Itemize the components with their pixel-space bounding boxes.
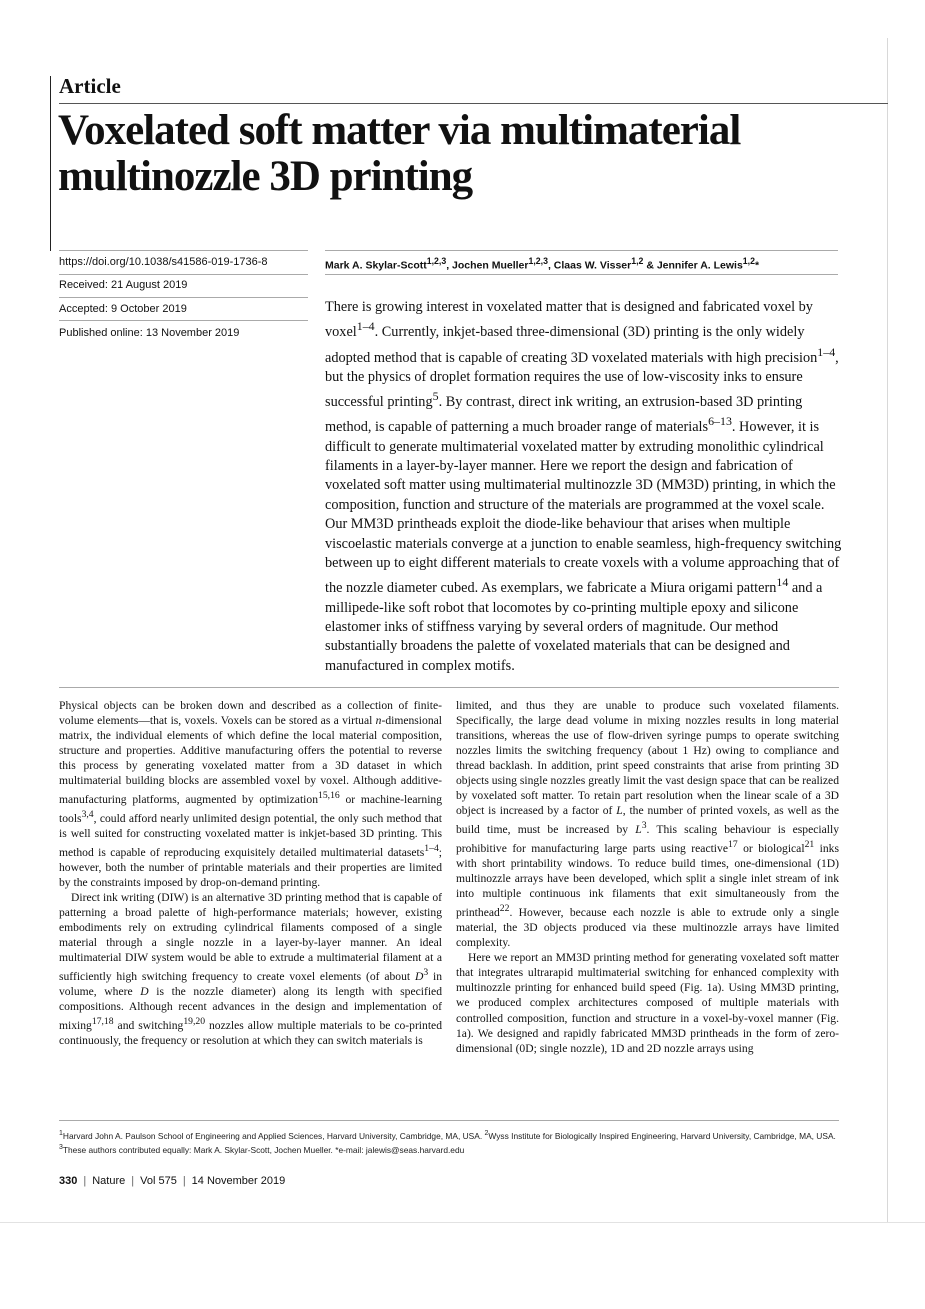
meta-top-rule [59, 250, 308, 251]
article-title: Voxelated soft matter via multimaterial multinozzle 3D printing [58, 107, 741, 200]
issue-date: 14 November 2019 [191, 1175, 286, 1187]
meta-rule-1 [59, 274, 308, 275]
footnote-rule [59, 1120, 839, 1121]
body-paragraph: Direct ink writing (DIW) is an alternative 3D printing method that is capable of patterning a broad palette of high-performance materials; however, existing embodiments rely on extruding cylindrical filaments composed of a single material through a single nozzle in a layer-by-layer manner. An ideal multimaterial DIW system would be able to extrude a multimaterial filament at a sufficiently high switching frequency to create voxel elements (of about $D^3$ in volume, where D is the nozzle diameter) along its length with specified compositions. Although recent advances in the design and implementation of mixing$^{17,18}$ and switching$^{19,20}$ nozzles allow multiple materials to be co-printed continuously, the frequency or resolution at which they can switch materials is [59, 891, 442, 1048]
section-label: Article [59, 74, 121, 98]
body-top-rule [59, 687, 839, 688]
accepted-date: Accepted: 9 October 2019 [59, 303, 187, 315]
author-list: Mark A. Skylar-Scott$^{1,2,3}$, Jochen Mueller$^{1,2,3}$, Claas W. Visser$^{1,2}$ & Jennifer A. Lewis$^{1,2}$* [325, 256, 760, 272]
page-footer: 330 | Nature | Vol 575 | 14 November 2019 [59, 1175, 286, 1187]
meta-rule-3 [59, 320, 308, 321]
body-column-right [456, 698, 839, 1056]
published-date: Published online: 13 November 2019 [59, 327, 240, 339]
received-date: Received: 21 August 2019 [59, 279, 188, 291]
body-paragraph: Physical objects can be broken down and described as a collection of finite-volume elements—that is, voxels. Voxels can be stored as a virtual n-dimensional matrix, the individual elements of which define the local material composition, structure and properties. Additive manufacturing offers the potential to reverse this process by generating voxelated matter from a 3D dataset in which multimaterial building blocks are assembled voxel by voxel. Although additive-manufacturing platforms, augmented by optimization$^{15,16}$ or machine-learning tools$^{3,4}$, could afford nearly unlimited design potential, the only such method that is well suited for constructing voxelated matter is inkjet-based 3D printing. This method is capable of reproducing exquisitely detailed multimaterial datasets$^{1-4}$; however, both the number of printable materials and their properties are limited by the constraints imposed by drop-on-demand printing. [59, 699, 443, 890]
body-paragraph: limited, and thus they are unable to produce such voxelated filaments. Specifically, the large dead volume in mixing nozzles results in long material transitions, whereas the use of flow-driven syringe pumps to operate switching nozzles limits the switching frequency (about 1 Hz) owing to compliance and thread backlash. In addition, print speed constraints that arise from printing 3D objects using single nozzles greatly limit the vast design space that can be realized by voxelated soft matter. To retain part resolution when the linear scale of a 3D object is increased by a factor of L, the number of printed voxels, as well as the build time, must be increased by $L^3$. This scaling behaviour is especially prohibitive for manufacturing large parts using reactive$^{17}$ or biological$^{21}$ inks with short printability windows. To reduce build times, one-dimensional (1D) multinozzle arrays have been developed, which split a single inlet stream of ink into multiple continuous ink filaments that exit simultaneously from the printhead$^{22}$. However, because each nozzle is able to extrude only a single material, the 3D objects produced via these multinozzle arrays have limited complexity. [456, 699, 839, 950]
doi-link[interactable]: https://doi.org/10.1038/s41586-019-1736-8 [59, 256, 268, 268]
body-paragraph: Here we report an MM3D printing method for generating voxelated soft matter that integrates ultrarapid multimaterial switching for enhanced complexity with multinozzle printing for enhanced build speed (Fig. 1a). Using MM3D printing, we produced complex architectures composed of multiple materials with controlled composition, function and structure in a voxel-by-voxel manner (Fig. 1a). We designed and rapidly fabricated MM3D printheads in the form of zero-dimensional (0D; single nozzle), 1D and 2D nozzle arrays using [456, 951, 839, 1055]
authors-bottom-rule [325, 274, 838, 275]
journal-name: Nature [92, 1175, 126, 1187]
volume: Vol 575 [140, 1175, 177, 1187]
page-number: 330 [59, 1175, 78, 1187]
body-column-left [59, 698, 442, 1048]
page-bottom-rule [0, 1222, 925, 1223]
abstract: There is growing interest in voxelated matter that is designed and fabricated voxel by voxel$^{1-4}$. Currently, inkjet-based three-dimensional (3D) printing is the only widely adopted method that is capable of creating 3D voxelated materials with high precision$^{1-4}$, but the physics of droplet formation requires the use of low-viscosity inks to ensure successful printing$^5$. By contrast, direct ink writing, an extrusion-based 3D printing method, is capable of patterning a much broader range of materials$^{6-13}$. However, it is difficult to generate multimaterial voxelated matter by extruding monolithic cylindrical filaments in a layer-by-layer manner. Here we report the design and fabrication of voxelated soft matter using multimaterial multinozzle 3D (MM3D) printing, in which the composition, function and structure of the materials are programmed at the voxel scale. Our MM3D printheads exploit the diode-like behaviour that arises when multiple viscoelastic materials converge at a junction to enable seamless, high-frequency switching between up to eight different materials to create voxels with a volume approaching that of the nozzle diameter cubed. As exemplars, we fabricate a Miura origami pattern$^{14}$ and a millipede-like soft robot that locomotes by co-printing multiple epoxy and silicone elastomer inks of stiffness varying by several orders of magnitude. Our method substantially broadens the palette of voxelated materials that can be designed and manufactured in complex motifs. [325, 299, 842, 674]
right-margin-rule [887, 38, 888, 1223]
authors-top-rule [325, 250, 838, 251]
affiliations-footnote: $^1$Harvard John A. Paulson School of Engineering and Applied Sciences, Harvard University, Cambridge, MA, USA. $^2$Wyss Institute for Biologically Inspired Engineering, Harvard University, Cambridge, MA, USA. $^3$These authors contributed equally: Mark A. Skylar-Scott, Jochen Mueller. *e-mail: jalewis@seas.harvard.edu [59, 1130, 836, 1155]
meta-rule-2 [59, 297, 308, 298]
header-rule [59, 103, 888, 104]
left-accent-rule [50, 76, 51, 251]
